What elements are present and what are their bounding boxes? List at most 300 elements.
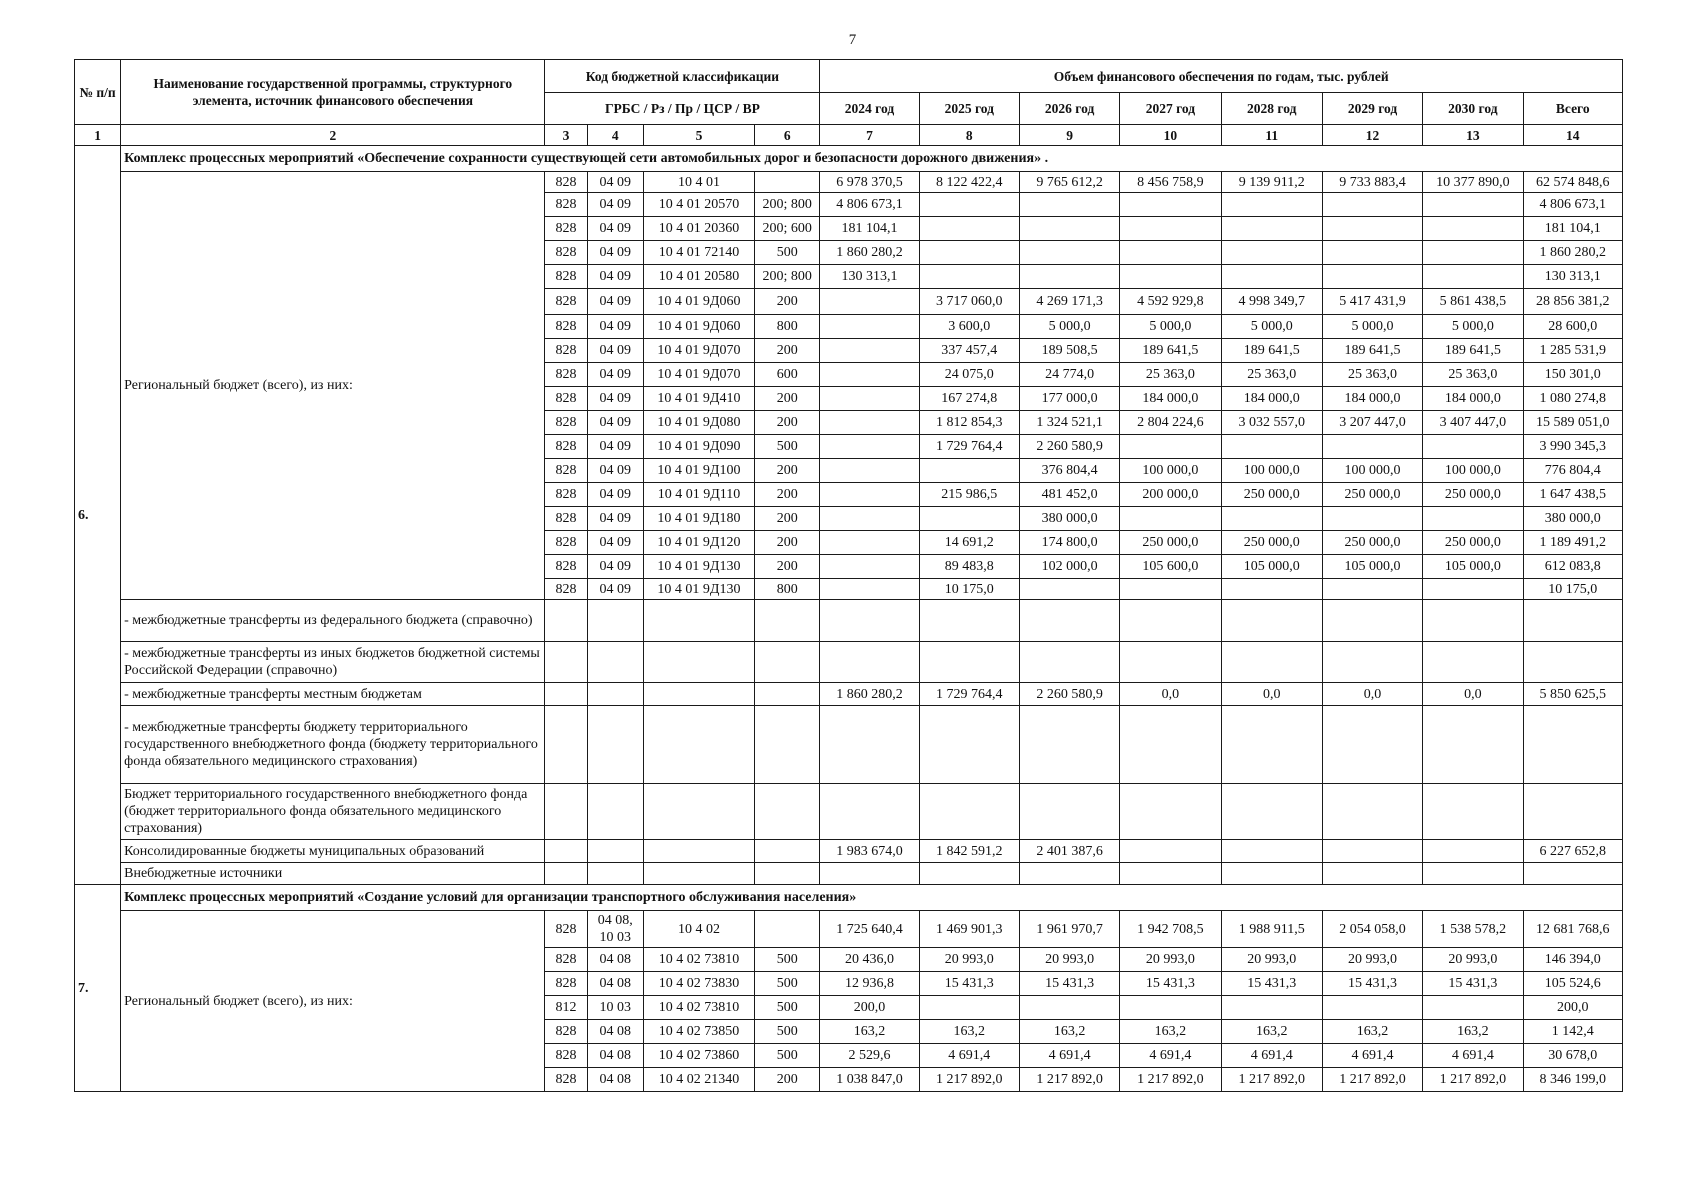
year-value: 3 407 447,0 [1423,411,1523,435]
year-value: 20 993,0 [1221,948,1322,972]
year-value: 337 457,4 [919,339,1019,363]
source-row [75,784,1623,840]
year-value [1423,435,1523,459]
year-value [1322,784,1422,840]
grbs-code: 828 [545,435,587,459]
year-value [820,435,919,459]
target-article-code: 10 4 01 9Д130 [643,579,754,600]
year-value: 12 936,8 [820,972,919,996]
year-value: 1 988 911,5 [1221,911,1322,948]
empty-code-cell [643,863,754,885]
expense-type-code: 200 [755,1068,820,1092]
year-value [1322,863,1422,885]
funding-source-label: - межбюджетные трансферты из федерального бюджета (справочно) [121,600,545,642]
header-kbk-sub: ГРБС / Рз / Пр / ЦСР / ВР [545,93,820,125]
year-value [820,579,919,600]
year-value: 184 000,0 [1423,387,1523,411]
year-value [820,706,919,784]
grbs-code: 828 [545,265,587,289]
year-value [1120,600,1221,642]
year-value [919,507,1019,531]
total-value: 1 080 274,8 [1523,387,1622,411]
target-article-code: 10 4 02 21340 [643,1068,754,1092]
grbs-code: 828 [545,1068,587,1092]
grbs-code: 828 [545,289,587,315]
year-value: 184 000,0 [1221,387,1322,411]
section-code: 04 08 [587,948,643,972]
year-value: 250 000,0 [1221,531,1322,555]
expense-type-code: 200 [755,483,820,507]
section-code: 04 09 [587,193,643,217]
year-value: 1 812 854,3 [919,411,1019,435]
section-code: 04 09 [587,265,643,289]
year-value [1423,863,1523,885]
year-value: 200 000,0 [1120,483,1221,507]
target-article-code: 10 4 02 73850 [643,1020,754,1044]
year-value: 10 377 890,0 [1423,172,1523,193]
year-value: 4 269 171,3 [1019,289,1119,315]
expense-type-code: 200 [755,507,820,531]
funding-source-label: Внебюджетные источники [121,863,545,885]
section-code: 04 09 [587,217,643,241]
year-value: 2 054 058,0 [1322,911,1422,948]
section-code: 04 09 [587,555,643,579]
year-value: 250 000,0 [1423,483,1523,507]
grbs-code: 828 [545,531,587,555]
year-value [1423,507,1523,531]
total-value [1523,706,1622,784]
grbs-code: 828 [545,411,587,435]
grbs-code: 828 [545,972,587,996]
source-row [75,600,1623,642]
column-number-5: 5 [643,125,754,146]
section-code: 04 09 [587,289,643,315]
header-year-5: 2029 год [1322,93,1422,125]
year-value: 15 431,3 [1221,972,1322,996]
total-value: 130 313,1 [1523,265,1622,289]
year-value [1322,579,1422,600]
year-value: 2 260 580,9 [1019,683,1119,706]
target-article-code: 10 4 02 73810 [643,996,754,1020]
year-value: 15 431,3 [919,972,1019,996]
expense-type-code: 500 [755,435,820,459]
target-article-code: 10 4 01 20580 [643,265,754,289]
header-year-6: 2030 год [1423,93,1523,125]
year-value: 1 860 280,2 [820,241,919,265]
grbs-code: 828 [545,911,587,948]
expense-type-code: 200 [755,531,820,555]
year-value [1019,217,1119,241]
year-value: 105 000,0 [1423,555,1523,579]
year-value [820,411,919,435]
grbs-code: 812 [545,996,587,1020]
total-value: 1 142,4 [1523,1020,1622,1044]
year-value: 5 861 438,5 [1423,289,1523,315]
total-value: 1 647 438,5 [1523,483,1622,507]
column-number-3: 3 [545,125,587,146]
total-value: 30 678,0 [1523,1044,1622,1068]
year-value [1322,996,1422,1020]
total-value: 612 083,8 [1523,555,1622,579]
year-value: 25 363,0 [1423,363,1523,387]
empty-code-cell [755,600,820,642]
empty-code-cell [643,784,754,840]
section-code: 04 08, 10 03 [587,911,643,948]
total-value: 3 990 345,3 [1523,435,1622,459]
year-value [820,531,919,555]
year-value [1221,840,1322,863]
year-value [1019,265,1119,289]
year-value: 1 469 901,3 [919,911,1019,948]
section-title-row [75,146,1623,172]
header-kbk: Код бюджетной классификации [545,60,820,93]
year-value [919,217,1019,241]
empty-code-cell [545,683,587,706]
source-row [75,642,1623,683]
year-value: 89 483,8 [919,555,1019,579]
year-value: 24 774,0 [1019,363,1119,387]
year-value [1221,241,1322,265]
year-value [820,555,919,579]
year-value [1120,217,1221,241]
year-value: 189 508,5 [1019,339,1119,363]
year-value: 25 363,0 [1221,363,1322,387]
expense-type-code: 600 [755,363,820,387]
year-value: 1 217 892,0 [1120,1068,1221,1092]
column-number-6: 6 [755,125,820,146]
total-value [1523,600,1622,642]
year-value: 14 691,2 [919,531,1019,555]
year-value: 189 641,5 [1221,339,1322,363]
year-value: 100 000,0 [1120,459,1221,483]
total-value: 150 301,0 [1523,363,1622,387]
section-code: 10 03 [587,996,643,1020]
year-value [820,339,919,363]
year-value: 15 431,3 [1120,972,1221,996]
section-title: Комплекс процессных мероприятий «Обеспечение сохранности существующей сети автомобильных дорог и безопасности дорожного движения» . [121,146,1623,172]
year-value [820,483,919,507]
page-number: 7 [848,32,857,48]
year-value: 20 993,0 [1423,948,1523,972]
year-value: 0,0 [1423,683,1523,706]
section-code: 04 09 [587,172,643,193]
year-value [1221,435,1322,459]
year-value: 481 452,0 [1019,483,1119,507]
year-value [1322,642,1422,683]
year-value: 8 456 758,9 [1120,172,1221,193]
expense-type-code [755,172,820,193]
year-value: 4 691,4 [1221,1044,1322,1068]
year-value [1120,784,1221,840]
year-value [1221,863,1322,885]
year-value [1221,784,1322,840]
year-value [1423,642,1523,683]
year-value [919,642,1019,683]
empty-code-cell [755,642,820,683]
empty-code-cell [587,600,643,642]
expense-type-code [755,911,820,948]
section-code: 04 09 [587,459,643,483]
year-value: 9 139 911,2 [1221,172,1322,193]
year-value: 163,2 [919,1020,1019,1044]
empty-code-cell [755,706,820,784]
year-value [1221,996,1322,1020]
total-value: 12 681 768,6 [1523,911,1622,948]
total-value: 4 806 673,1 [1523,193,1622,217]
year-value [1120,435,1221,459]
year-value [1322,600,1422,642]
year-value: 2 804 224,6 [1120,411,1221,435]
year-value: 250 000,0 [1120,531,1221,555]
section-code: 04 09 [587,507,643,531]
year-value: 130 313,1 [820,265,919,289]
year-value: 163,2 [1120,1020,1221,1044]
grbs-code: 828 [545,555,587,579]
year-value [1322,507,1422,531]
source-row [75,683,1623,706]
year-value: 1 217 892,0 [1019,1068,1119,1092]
year-value: 181 104,1 [820,217,919,241]
year-value: 20 993,0 [1322,948,1422,972]
year-value [1423,600,1523,642]
empty-code-cell [587,840,643,863]
year-value: 189 641,5 [1322,339,1422,363]
empty-code-cell [587,706,643,784]
section-code: 04 09 [587,241,643,265]
year-value: 3 207 447,0 [1322,411,1422,435]
year-value: 15 431,3 [1423,972,1523,996]
header-year-7: Всего [1523,93,1622,125]
year-value [1019,241,1119,265]
target-article-code: 10 4 01 9Д090 [643,435,754,459]
year-value [1120,193,1221,217]
grbs-code: 828 [545,363,587,387]
year-value [1322,706,1422,784]
expense-type-code: 200; 800 [755,265,820,289]
year-value: 5 000,0 [1423,315,1523,339]
year-value: 4 691,4 [1322,1044,1422,1068]
header-no: № п/п [75,60,121,125]
empty-code-cell [545,642,587,683]
total-value: 10 175,0 [1523,579,1622,600]
year-value: 1 729 764,4 [919,435,1019,459]
empty-code-cell [545,840,587,863]
column-number-1: 1 [75,125,121,146]
year-value: 6 978 370,5 [820,172,919,193]
total-value: 62 574 848,6 [1523,172,1622,193]
year-value: 3 600,0 [919,315,1019,339]
header-name: Наименование государственной программы, структурного элемента, источник финансового обеспечения [121,60,545,125]
target-article-code: 10 4 01 9Д410 [643,387,754,411]
funding-source-label: Бюджет территориального государственного внебюджетного фонда (бюджет территориального фонда обязательного медицинского страхования) [121,784,545,840]
year-value: 163,2 [1423,1020,1523,1044]
empty-code-cell [643,642,754,683]
year-value: 15 431,3 [1322,972,1422,996]
header-year-0: 2024 год [820,93,919,125]
target-article-code: 10 4 01 9Д060 [643,289,754,315]
year-value [1221,600,1322,642]
year-value: 1 217 892,0 [1423,1068,1523,1092]
section-code: 04 09 [587,387,643,411]
year-value [1019,642,1119,683]
total-value: 776 804,4 [1523,459,1622,483]
year-value: 25 363,0 [1120,363,1221,387]
year-value [1423,996,1523,1020]
header-year-1: 2025 год [919,93,1019,125]
column-number-10: 10 [1120,125,1221,146]
empty-code-cell [587,642,643,683]
section-code: 04 08 [587,972,643,996]
grbs-code: 828 [545,241,587,265]
year-value [1423,840,1523,863]
target-article-code: 10 4 01 20360 [643,217,754,241]
year-value: 24 075,0 [919,363,1019,387]
year-value: 1 217 892,0 [1322,1068,1422,1092]
total-value: 200,0 [1523,996,1622,1020]
year-value: 9 733 883,4 [1322,172,1422,193]
year-value [1423,217,1523,241]
section-code: 04 09 [587,411,643,435]
year-value: 189 641,5 [1120,339,1221,363]
section-title-row [75,885,1623,911]
year-value [820,459,919,483]
expense-type-code: 200; 600 [755,217,820,241]
year-value: 4 691,4 [1120,1044,1221,1068]
empty-code-cell [643,600,754,642]
target-article-code: 10 4 02 [643,911,754,948]
expense-type-code: 800 [755,315,820,339]
year-value: 1 725 640,4 [820,911,919,948]
year-value [919,706,1019,784]
target-article-code: 10 4 01 9Д120 [643,531,754,555]
financing-table [74,59,1623,1092]
total-value [1523,784,1622,840]
year-value: 2 401 387,6 [1019,840,1119,863]
year-value: 20 993,0 [919,948,1019,972]
year-value [1120,996,1221,1020]
target-article-code: 10 4 02 73830 [643,972,754,996]
year-value [919,863,1019,885]
year-value [1423,706,1523,784]
column-number-13: 13 [1423,125,1523,146]
grbs-code: 828 [545,387,587,411]
year-value [1221,706,1322,784]
year-value [1221,507,1322,531]
grbs-code: 828 [545,483,587,507]
year-value: 250 000,0 [1322,483,1422,507]
total-value: 1 285 531,9 [1523,339,1622,363]
year-value [1120,579,1221,600]
year-value: 105 600,0 [1120,555,1221,579]
target-article-code: 10 4 01 [643,172,754,193]
table-row [75,172,1623,193]
year-value: 1 961 970,7 [1019,911,1119,948]
year-value: 215 986,5 [919,483,1019,507]
section-code: 04 09 [587,531,643,555]
column-number-4: 4 [587,125,643,146]
year-value: 184 000,0 [1120,387,1221,411]
expense-type-code: 500 [755,972,820,996]
year-value: 15 431,3 [1019,972,1119,996]
year-value: 174 800,0 [1019,531,1119,555]
expense-type-code: 800 [755,579,820,600]
year-value [1221,265,1322,289]
header-year-4: 2028 год [1221,93,1322,125]
year-value: 1 842 591,2 [919,840,1019,863]
total-value: 146 394,0 [1523,948,1622,972]
year-value [1019,600,1119,642]
year-value: 8 122 422,4 [919,172,1019,193]
year-value: 5 000,0 [1019,315,1119,339]
year-value: 9 765 612,2 [1019,172,1119,193]
year-value: 1 860 280,2 [820,683,919,706]
year-value: 184 000,0 [1322,387,1422,411]
total-value: 15 589 051,0 [1523,411,1622,435]
column-number-2: 2 [121,125,545,146]
expense-type-code: 200 [755,289,820,315]
year-value [1322,265,1422,289]
year-value [919,784,1019,840]
target-article-code: 10 4 01 9Д100 [643,459,754,483]
empty-code-cell [643,840,754,863]
empty-code-cell [755,784,820,840]
total-value [1523,642,1622,683]
grbs-code: 828 [545,948,587,972]
year-value [1423,193,1523,217]
expense-type-code: 200 [755,555,820,579]
year-value: 250 000,0 [1423,531,1523,555]
expense-type-code: 500 [755,241,820,265]
target-article-code: 10 4 01 9Д110 [643,483,754,507]
column-number-14: 14 [1523,125,1622,146]
grbs-code: 828 [545,1044,587,1068]
grbs-code: 828 [545,339,587,363]
section-code: 04 08 [587,1068,643,1092]
section-code: 04 09 [587,363,643,387]
section-code: 04 09 [587,579,643,600]
year-value: 4 691,4 [1019,1044,1119,1068]
column-number-7: 7 [820,125,919,146]
target-article-code: 10 4 02 73810 [643,948,754,972]
year-value [820,315,919,339]
year-value: 20 993,0 [1019,948,1119,972]
year-value: 376 804,4 [1019,459,1119,483]
year-value [1423,784,1523,840]
year-value: 20 436,0 [820,948,919,972]
total-value: 1 189 491,2 [1523,531,1622,555]
year-value: 1 217 892,0 [919,1068,1019,1092]
header-year-3: 2027 год [1120,93,1221,125]
section-code: 04 09 [587,483,643,507]
year-value: 250 000,0 [1322,531,1422,555]
year-value: 5 000,0 [1322,315,1422,339]
expense-type-code: 500 [755,996,820,1020]
expense-type-code: 200 [755,459,820,483]
year-value: 1 217 892,0 [1221,1068,1322,1092]
total-value: 8 346 199,0 [1523,1068,1622,1092]
year-value [1221,642,1322,683]
target-article-code: 10 4 01 9Д070 [643,363,754,387]
column-number-9: 9 [1019,125,1119,146]
year-value: 1 942 708,5 [1120,911,1221,948]
target-article-code: 10 4 01 9Д080 [643,411,754,435]
year-value: 100 000,0 [1322,459,1422,483]
grbs-code: 828 [545,315,587,339]
year-value [820,863,919,885]
year-value: 105 000,0 [1322,555,1422,579]
year-value [1019,706,1119,784]
empty-code-cell [587,863,643,885]
